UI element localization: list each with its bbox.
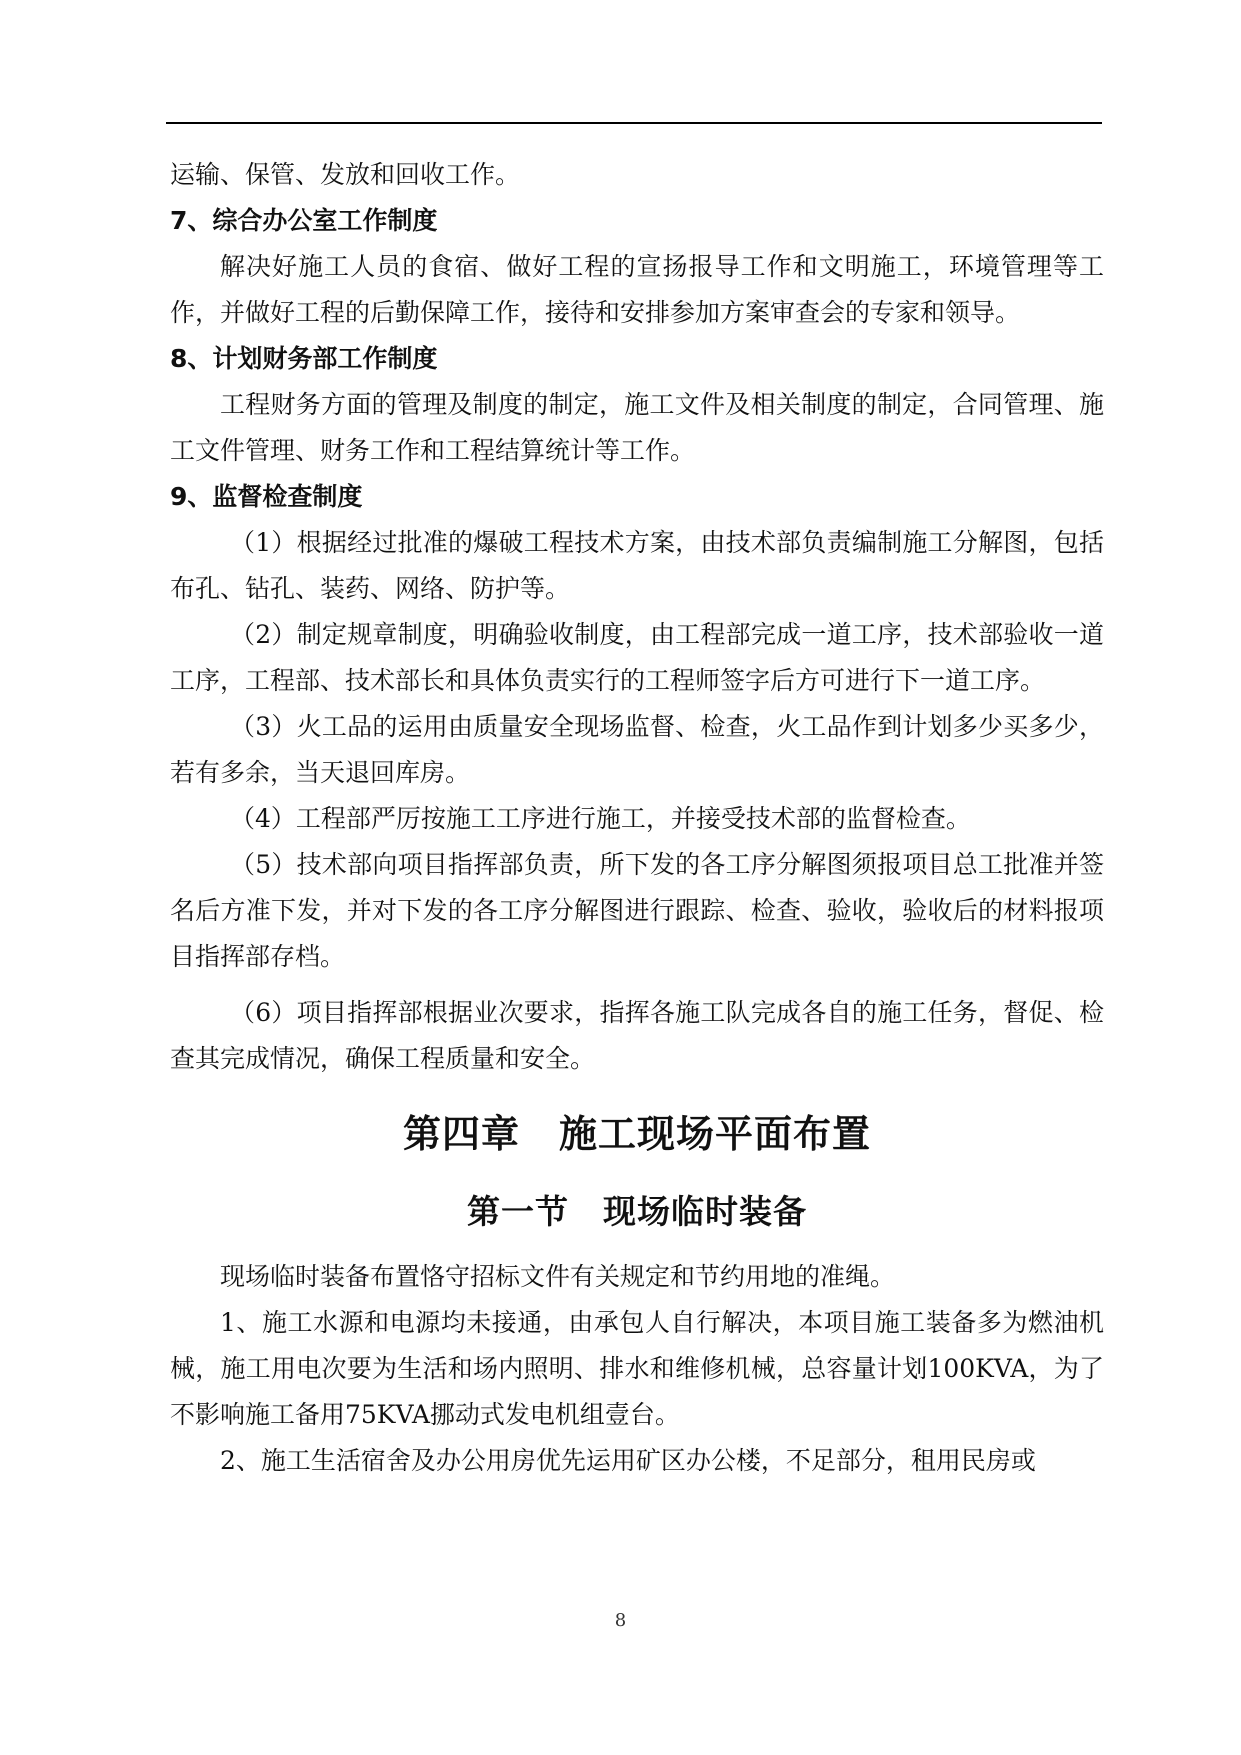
list-item: （6）项目指挥部根据业次要求，指挥各施工队完成各自的施工任务，督促、检查其完成情况，确保工程质量和安全。 — [170, 998, 1104, 1073]
paragraph-item-2: 2、施工生活宿舍及办公用房优先运用矿区办公楼，不足部分，租用民房或 — [220, 1446, 1036, 1475]
header-rule — [166, 122, 1102, 124]
list-item: （5）技术部向项目指挥部负责，所下发的各工序分解图须报项目总工批准并签名后方准下发，并对下发的各工序分解图进行跟踪、检查、验收，验收后的材料报项目指挥部存档。 — [170, 850, 1104, 971]
heading-supervision-rules: 9、监督检查制度 — [170, 482, 363, 511]
list-item: （4）工程部严厉按施工工序进行施工，并接受技术部的监督检查。 — [230, 804, 971, 833]
paragraph-intro: 现场临时装备布置恪守招标文件有关规定和节约用地的准绳。 — [220, 1262, 896, 1291]
spacer — [170, 980, 1104, 990]
list-item: （2）制定规章制度，明确验收制度，由工程部完成一道工序，技术部验收一道工序，工程部、技术部长和具体负责实行的工程师签字后方可进行下一道工序。 — [170, 620, 1104, 695]
paragraph-item-1: 1、施工水源和电源均未接通，由承包人自行解决，本项目施工装备多为燃油机械，施工用电次要为生活和场内照明、排水和维修机械，总容量计划100KVA，为了不影响施工备用75KVA挪动式发电机组壹台。 — [170, 1308, 1104, 1429]
section-title: 第一节 现场临时装备 — [467, 1192, 807, 1231]
page-number: 8 — [614, 1610, 627, 1631]
document-body — [170, 152, 1104, 1484]
paragraph-continuation: 运输、保管、发放和回收工作。 — [170, 160, 521, 189]
chapter-title: 第四章 施工现场平面布置 — [402, 1112, 871, 1156]
heading-office-rules: 7、综合办公室工作制度 — [170, 206, 438, 235]
heading-finance-rules: 8、计划财务部工作制度 — [170, 344, 438, 373]
paragraph-office-rules: 解决好施工人员的食宿、做好工程的宣扬报导工作和文明施工，环境管理等工作，并做好工程的后勤保障工作，接待和安排参加方案审查会的专家和领导。 — [170, 252, 1104, 327]
list-item: （3）火工品的运用由质量安全现场监督、检查，火工品作到计划多少买多少，若有多余，当天退回库房。 — [170, 712, 1104, 787]
list-item: （1）根据经过批准的爆破工程技术方案，由技术部负责编制施工分解图，包括布孔、钻孔、装药、网络、防护等。 — [170, 528, 1104, 603]
paragraph-finance-rules: 工程财务方面的管理及制度的制定，施工文件及相关制度的制定，合同管理、施工文件管理、财务工作和工程结算统计等工作。 — [170, 390, 1104, 465]
